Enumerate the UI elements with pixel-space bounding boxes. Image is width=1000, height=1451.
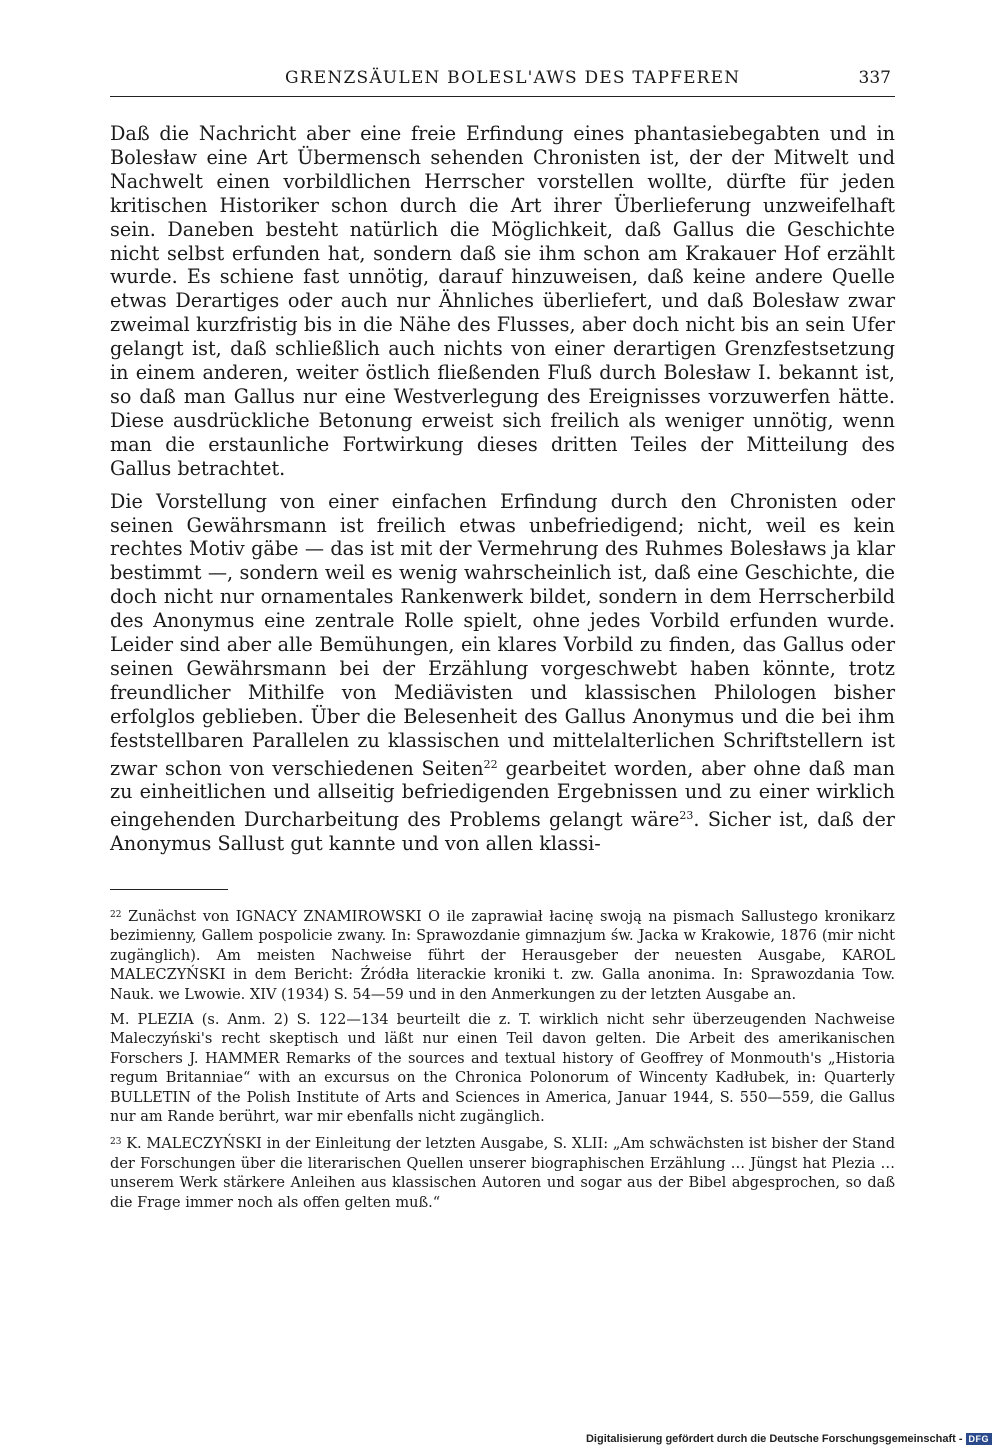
footnote-separator: [110, 889, 228, 890]
main-text: [110, 122, 895, 865]
paragraph-1: Daß die Nachricht aber eine freie Erfindung eines phantasiebegabten und in Bolesław eine Art Übermensch sehenden Chronisten ist, der der Mitwelt und Nachwelt einen vorbildlichen Herrscher vorstellen wollte, dürfte für jeden kritischen Historiker schon durch die Art ihrer Überlieferung unzweifelhaft sein. Daneben besteht natürlich die Möglichkeit, daß Gallus die Geschichte nicht selbst erfunden hat, sondern daß sie ihm schon am Krakauer Hof erzählt wurde. Es schiene fast unnötig, darauf hinzuweisen, daß keine andere Quelle etwas Derartiges oder auch nur Ähnliches überliefert, und daß Bolesław zwar zweimal kurzfristig bis in die Nähe des Flusses, aber doch nicht bis an sein Ufer gelangt ist, daß schließlich auch nichts von einer derartigen Grenzfestsetzung in einem anderen, weiter östlich fließenden Fluß durch Bolesław I. bekannt ist, so daß man Gallus nur eine Westverlegung des Ereignisses vorzuwerfen hätte. Diese ausdrückliche Betonung erweist sich freilich als weniger unnötig, wenn man die erstaunliche Fortwirkung dieses dritten Teiles der Mitteilung des Gallus betrachtet.: [110, 122, 895, 480]
footnote-number: 22: [110, 910, 122, 920]
footnote-text: K. MALECZYŃSKI in der Einleitung der letzten Ausgabe, S. XLII: „Am schwächsten ist bisher der Stand der Forschungen über die literarischen Quellen unserer biographischen Erzählung … Jüngst hat Plezia … unserem Werk stärkere Anleihen aus klassischen Autoren und sogar aus der Bibel abgesprochen, so daß die Frage immer noch als offen gelten muß.“: [110, 1136, 895, 1211]
footnote-text: M. PLEZIA (s. Anm. 2) S. 122—134 beurteilt die z. T. wirklich nicht sehr überzeugenden Nachweise Maleczyński's recht skeptisch und läßt nur einen Teil davon gelten. Die Arbeit des amerikanischen Forschers J. HAMMER Remarks of the sources and textual history of Geoffrey of Monmouth's „Historia regum Britanniae“ with an excursus on the Chronica Polonorum of Wincenty Kadłubek, in: Quarterly BULLETIN of the Polish Institute of Arts and Sciences in America, Januar 1944, S. 550—559, die Gallus nur am Rande berührt, war mir ebenfalls nicht zugänglich.: [110, 1012, 895, 1126]
footnote-number: 23: [110, 1137, 122, 1148]
paragraph-2-part-3: . Sicher ist, daß der Anonymus Sallust gut kannte und von allen klassi-: [110, 808, 895, 856]
footnote-22: [110, 906, 895, 1005]
footnote-ref-22[interactable]: 22: [483, 757, 498, 771]
page-number: 337: [858, 68, 891, 88]
credit-text: Digitalisierung gefördert durch die Deutsche Forschungsgemeinschaft -: [585, 1433, 963, 1445]
footnote-text: Zunächst von IGNACY ZNAMIROWSKI O ile zaprawiał łacinę swoją na pismach Sallustego kronikarz bezimienny, Gallem pospolicie zwany. In: Sprawozdanie gimnazjum św. Jacka w Krakowie, 1876 (mir nicht zugänglich). Am meisten Nachweise führt der Herausgeber der neuesten Ausgabe, KAROL MALECZYŃSKI in dem Bericht: Źródła literackie kroniki t. zw. Galla anonima. In: Sprawozdania Tow. Nauk. we Lwowie. XIV (1934) S. 54—59 und in den Anmerkungen zu der letzten Ausgabe an.: [110, 909, 895, 1003]
footnote-22-continued: [110, 1011, 895, 1127]
footnotes: [110, 906, 895, 1219]
footnote-ref-23[interactable]: 23: [679, 809, 694, 823]
dfg-logo-icon: DFG: [966, 1433, 993, 1445]
footnote-23: [110, 1133, 895, 1213]
paragraph-2-part-1: Die Vorstellung von einer einfachen Erfindung durch den Chronisten oder seinen Gewährsmann ist freilich etwas unbefriedigend; nicht, weil es kein rechtes Motiv gäbe — das ist mit der Vermehrung des Ruhmes Bolesławs ja klar bestimmt —, sondern weil es wenig wahrscheinlich ist, daß eine Geschichte, die doch nicht nur ornamentales Rankenwerk bildet, sondern in dem Herrscherbild des Anonymus eine zentrale Rolle spielt, ohne jedes Vorbild erfunden wurde. Leider sind aber alle Bemühungen, ein klares Vorbild zu finden, das Gallus oder seinen Gewährsmann bei der Erzählung vorgeschwebt haben könnte, trotz freundlicher Mithilfe von Mediävisten und klassischen Philologen bisher erfolglos geblieben. Über die Belesenheit des Gallus Anonymus und die bei ihm feststellbaren Parallelen zu klassischen und mittelalterlichen Schriftstellern ist zwar schon von verschiedenen Seiten: [110, 489, 895, 780]
digitization-credit: [586, 1433, 992, 1445]
paragraph-2: [110, 490, 895, 857]
running-title: GRENZSÄULEN BOLESL'AWS DES TAPFEREN: [285, 68, 741, 88]
paragraph-2-part-2: gearbeitet worden, aber ohne daß man zu einheitlichen und allseitig befriedigenden Ergebnissen und zu einer wirklich eingehenden Durcharbeitung des Problems gelangt wäre: [110, 756, 895, 832]
running-header: [110, 60, 895, 97]
